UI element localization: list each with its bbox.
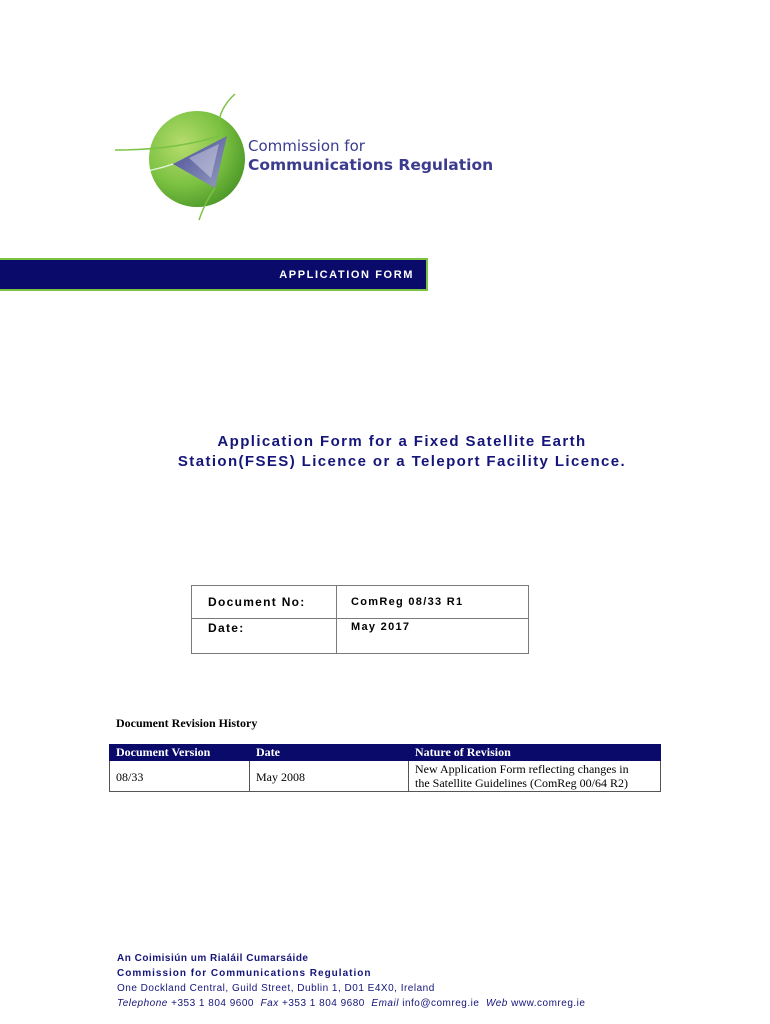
web-label: Web bbox=[485, 998, 508, 1009]
date-value: May 2017 bbox=[337, 619, 529, 654]
document-no-value: ComReg 08/33 R1 bbox=[337, 586, 529, 619]
table-row bbox=[110, 761, 661, 792]
logo-line-2: Communications Regulation bbox=[248, 156, 494, 174]
application-form-banner bbox=[0, 258, 428, 291]
email-link[interactable]: info@comreg.ie bbox=[402, 998, 480, 1009]
document-no-label: Document No: bbox=[192, 586, 337, 619]
table-row bbox=[192, 586, 529, 619]
footer-irish-name: An Coimisiún um Rialáil Cumarsáide bbox=[117, 953, 309, 964]
footer-address: One Dockland Central, Guild Street, Dublin 1, D01 E4X0, Ireland bbox=[117, 983, 435, 994]
telephone-label: Telephone bbox=[117, 998, 168, 1009]
logo-text bbox=[248, 137, 493, 175]
title-line-2: Station(FSES) Licence or a Teleport Facility Licence. bbox=[177, 453, 627, 470]
banner-label: APPLICATION FORM bbox=[279, 268, 414, 281]
revision-version: 08/33 bbox=[110, 761, 250, 792]
document-info-table bbox=[191, 585, 529, 654]
revision-nature bbox=[409, 761, 661, 792]
title-line-1: Application Form for a Fixed Satellite Earth bbox=[217, 433, 587, 450]
revision-history-heading: Document Revision History bbox=[116, 716, 258, 730]
web-link[interactable]: www.comreg.ie bbox=[511, 998, 586, 1009]
document-title bbox=[100, 432, 704, 472]
header-date: Date bbox=[250, 745, 409, 761]
table-row bbox=[192, 619, 529, 654]
logo-line-1: Commission for bbox=[248, 137, 365, 155]
telephone-value: +353 1 804 9600 bbox=[171, 998, 254, 1009]
revision-date: May 2008 bbox=[250, 761, 409, 792]
footer-contact bbox=[117, 996, 585, 1011]
revision-nature-line-1: New Application Form reflecting changes in bbox=[415, 762, 629, 776]
header-nature-of-revision: Nature of Revision bbox=[409, 745, 661, 761]
revision-nature-line-2: the Satellite Guidelines (ComReg 00/64 R2) bbox=[415, 776, 628, 790]
table-header-row bbox=[110, 745, 661, 761]
email-label: Email bbox=[371, 998, 399, 1009]
fax-label: Fax bbox=[260, 998, 279, 1009]
footer-english-name: Commission for Communications Regulation bbox=[117, 968, 372, 979]
fax-value: +353 1 804 9680 bbox=[282, 998, 365, 1009]
revision-history-table bbox=[109, 744, 661, 792]
date-label: Date: bbox=[192, 619, 337, 654]
header-document-version: Document Version bbox=[110, 745, 250, 761]
footer bbox=[117, 951, 585, 1011]
